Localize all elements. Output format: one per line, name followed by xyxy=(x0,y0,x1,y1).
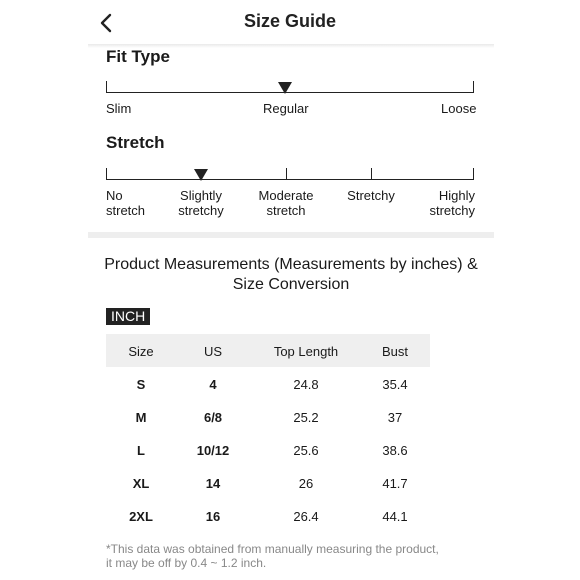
stretch-tick-4 xyxy=(371,168,372,179)
cell-size: 2XL xyxy=(129,509,153,524)
fit-label-loose: Loose xyxy=(441,101,477,116)
fit-label-slim: Slim xyxy=(106,101,132,116)
stretch-tick-3 xyxy=(286,168,287,179)
stretch-tick-1 xyxy=(106,168,107,179)
stretch-scale xyxy=(106,179,474,180)
cell-us: 10/12 xyxy=(196,443,230,458)
stretch-tick-5 xyxy=(473,168,474,179)
stretch-selected-marker xyxy=(194,169,208,181)
cell-bust: 35.4 xyxy=(382,377,408,392)
cell-bust: 38.6 xyxy=(382,443,408,458)
fit-tick-slim xyxy=(106,81,107,92)
cell-size: XL xyxy=(132,476,150,491)
column-header-bust: Bust xyxy=(381,344,409,359)
measurement-disclaimer: *This data was obtained from manually measuring the product, it may be off by 0.4 ~ 1.2 inch. xyxy=(106,542,439,570)
cell-top-length: 26.4 xyxy=(293,509,319,524)
cell-us: 14 xyxy=(205,476,221,491)
left-margin xyxy=(0,0,88,580)
cell-size: L xyxy=(137,443,145,458)
cell-bust: 44.1 xyxy=(382,509,408,524)
fit-tick-loose xyxy=(473,81,474,92)
stretch-label-stretchy: Stretchy xyxy=(347,188,395,203)
cell-us: 4 xyxy=(209,377,217,392)
fit-selected-marker xyxy=(278,82,292,94)
cell-top-length: 25.6 xyxy=(293,443,319,458)
stretch-label-moderate: Moderate stretch xyxy=(258,188,314,218)
cell-bust: 37 xyxy=(387,410,403,425)
unit-badge[interactable]: INCH xyxy=(106,308,150,325)
cell-top-length: 26 xyxy=(298,476,314,491)
cell-size: M xyxy=(135,410,147,425)
measurements-title: Product Measurements (Measurements by inches) & Size Conversion xyxy=(104,256,478,293)
stretch-label-none: No stretch xyxy=(106,188,146,218)
page-title: Size Guide xyxy=(243,11,337,31)
stretch-label-highly: Highly stretchy xyxy=(429,188,475,218)
cell-us: 16 xyxy=(205,509,221,524)
cell-top-length: 24.8 xyxy=(293,377,319,392)
stretch-label-slightly: Slightly stretchy xyxy=(178,188,224,218)
cell-us: 6/8 xyxy=(203,410,223,425)
right-margin xyxy=(494,0,580,580)
cell-bust: 41.7 xyxy=(382,476,408,491)
cell-size: S xyxy=(136,377,146,392)
column-header-us: US xyxy=(203,344,223,359)
fit-label-regular: Regular xyxy=(263,101,309,116)
column-header-size: Size xyxy=(128,344,154,359)
stretch-title: Stretch xyxy=(106,133,165,152)
column-header-top-length: Top Length xyxy=(273,344,339,359)
fit-type-title: Fit Type xyxy=(106,47,170,66)
cell-top-length: 25.2 xyxy=(293,410,319,425)
